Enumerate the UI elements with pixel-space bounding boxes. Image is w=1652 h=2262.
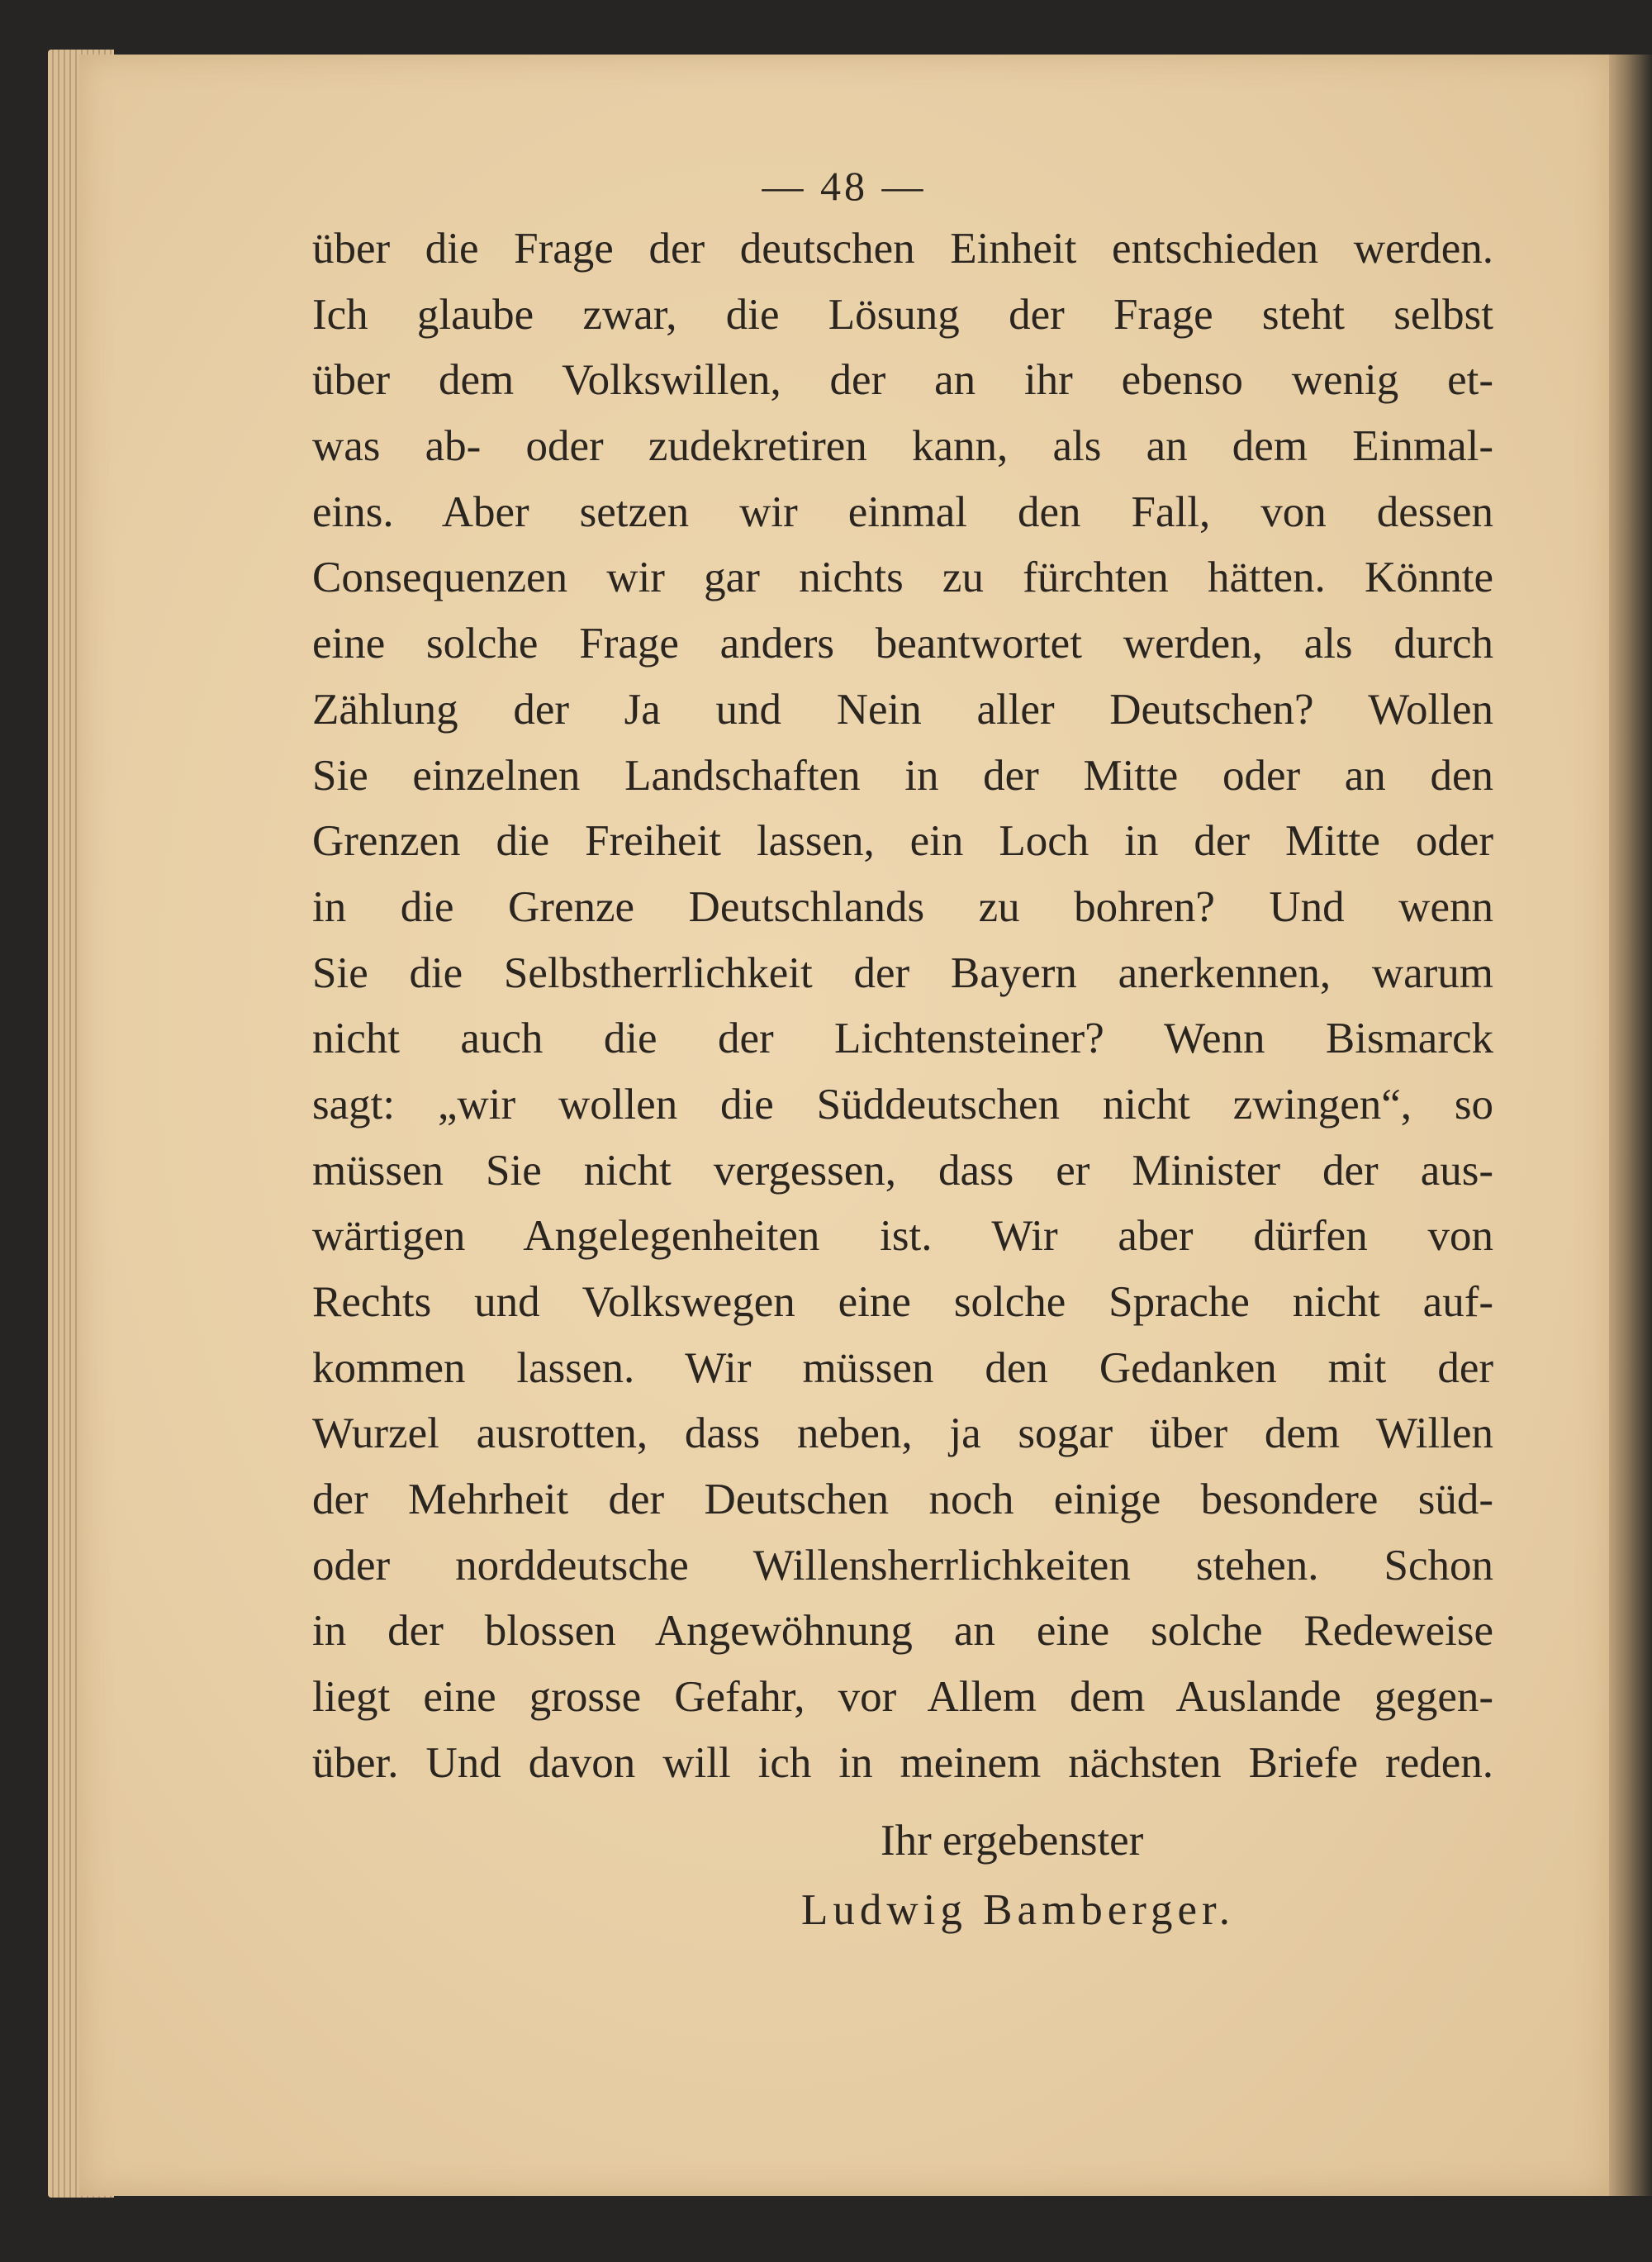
book-gutter (1609, 55, 1652, 2196)
closing-greeting: Ihr ergebenster (881, 1817, 1144, 1865)
text-line: kommen lassen. Wir müssen den Gedanken mit der (312, 1343, 1493, 1392)
text-line: eins. Aber setzen wir einmal den Fall, von dessen (312, 487, 1493, 536)
text-line: müssen Sie nicht vergessen, dass er Minister der aus- (312, 1146, 1493, 1195)
text-line: Consequenzen wir gar nichts zu fürchten hätten. Könnte (312, 554, 1493, 602)
text-line: Sie einzelnen Landschaften in der Mitte oder an den (312, 751, 1493, 800)
text-line: oder norddeutsche Willensherrlichkeiten stehen. Schon (312, 1541, 1493, 1590)
text-line: liegt eine grosse Gefahr, vor Allem dem Auslande gegen- (312, 1673, 1493, 1722)
author-signature: Ludwig Bamberger. (801, 1886, 1235, 1934)
text-line: wärtigen Angelegenheiten ist. Wir aber dürfen von (312, 1212, 1493, 1261)
text-line: Wurzel ausrotten, dass neben, ja sogar über dem Willen (312, 1409, 1493, 1458)
text-line: über die Frage der deutschen Einheit entschieden werden. (312, 225, 1493, 273)
text-line: Grenzen die Freiheit lassen, ein Loch in der Mitte oder (312, 817, 1493, 866)
text-line: der Mehrheit der Deutschen noch einige besondere süd- (312, 1476, 1493, 1524)
text-line: nicht auch die der Lichtensteiner? Wenn Bismarck (312, 1015, 1493, 1063)
text-line: Sie die Selbstherrlichkeit der Bayern anerkennen, warum (312, 948, 1493, 997)
text-line: in die Grenze Deutschlands zu bohren? Und wenn (312, 882, 1493, 931)
text-line: was ab- oder zudekretiren kann, als an dem Einmal- (312, 422, 1493, 471)
text-line: Ich glaube zwar, die Lösung der Frage steht selbst (312, 290, 1493, 339)
body-text (312, 216, 1493, 1797)
text-line: eine solche Frage anders beantwortet werden, als durch (312, 620, 1493, 668)
text-line: über. Und davon will ich in meinem nächsten Briefe reden. (312, 1738, 1493, 1787)
text-line: Rechts und Volkswegen eine solche Sprache nicht auf- (312, 1278, 1493, 1326)
text-line: sagt: „wir wollen die Süddeutschen nicht zwingen“, so (312, 1080, 1493, 1129)
text-line: Zählung der Ja und Nein aller Deutschen? Wollen (312, 685, 1493, 734)
page-number: — 48 — (762, 163, 927, 209)
text-line: in der blossen Angewöhnung an eine solche Redeweise (312, 1607, 1493, 1656)
text-line: über dem Volkswillen, der an ihr ebenso wenig et- (312, 356, 1493, 405)
